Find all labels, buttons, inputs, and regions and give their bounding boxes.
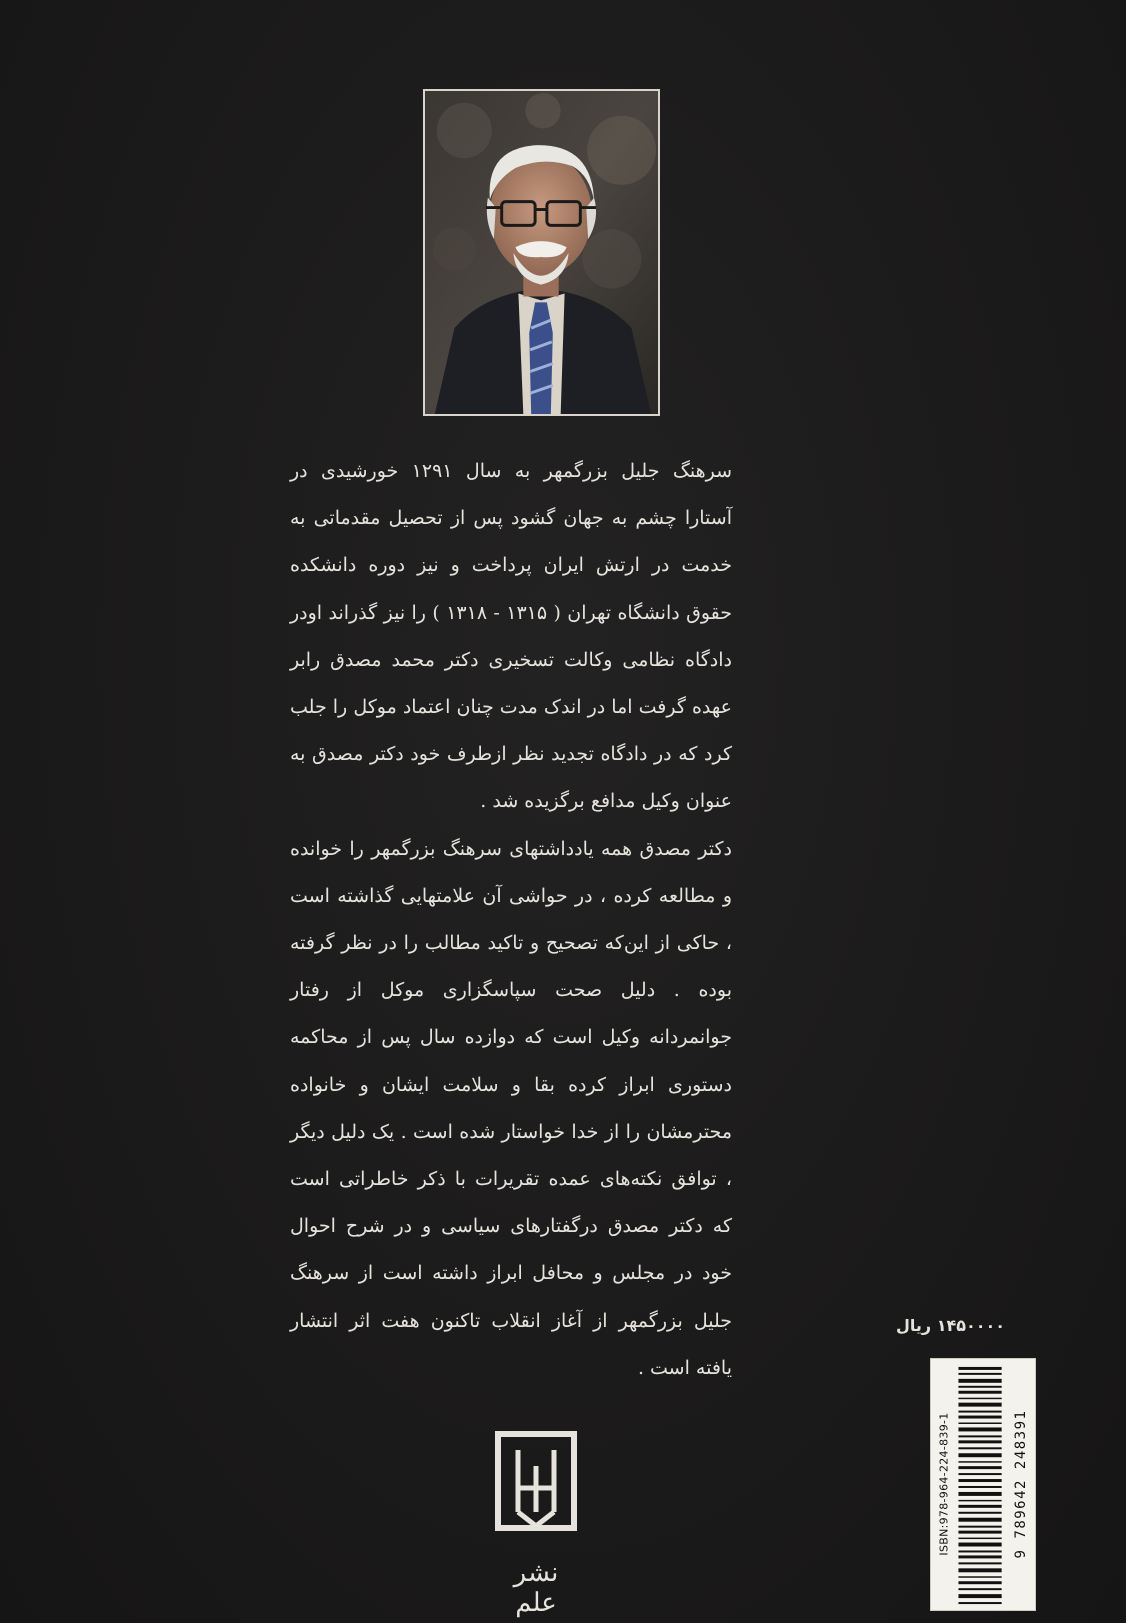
publisher-name: نشر علم — [513, 1558, 559, 1618]
author-portrait — [423, 89, 660, 416]
author-biography — [290, 448, 732, 1392]
isbn-number — [936, 1360, 952, 1608]
bio-paragraph-1: سرهنگ جلیل بزرگمهر به سال ۱۲۹۱ خورشیدی در آستارا چشم به جهان گشود پس از تحصیل مقدماتی به خدمت در ارتش ایران پرداخت و نیز دوره دانشکده حقوق دانشگاه تهران ( ۱۳۱۵ - ۱۳۱۸ ) را نیز گذراند اودر دادگاه نظامی وکالت تسخیری دکتر محمد مصدق رابر عهده گرفت اما در اندک مدت چنان اعتماد موکل را جلب کرد که در دادگاه تجدید نظر ازطرف خود دکتر مصدق به عنوان وکیل مدافع برگزیده شد . — [290, 460, 732, 813]
portrait-photo-icon — [425, 91, 658, 414]
barcode-digits — [1012, 1360, 1030, 1608]
bio-paragraph-2: دکتر مصدق همه یادداشتهای سرهنگ بزرگمهر را خوانده و مطالعه کرده ، در حواشی آن علامتهایی گذاشته است ، حاکی از این‌که تصحیح و تاکید مطالب را در نظر گرفته بوده . دلیل صحت سپاسگزاری موکل از رفتار جوانمردانه وکیل است که دوازده سال پس از محاکمه دستوری ابراز کرده بقا و سلامت ایشان و خانواده محترمشان را از خدا خواستار شده است . یک دلیل دیگر ، توافق نکته‌های عمده تقریرات با ذکر خاطراتی است که دکتر مصدق درگفتارهای سیاسی و در شرح احوال خود در مجلس و محافل ابراز داشته است از سرهنگ جلیل بزرگمهر از آغاز انقلاب تاکنون هفت اثر انتشار یافته است . — [290, 837, 732, 1379]
isbn-text: ISBN:978-964-224-839-1 — [937, 1412, 951, 1556]
price-label: ۱۴۵۰۰۰۰ ریال — [896, 1316, 1006, 1335]
barcode-digits-text: 9 789642 248391 — [1013, 1409, 1029, 1559]
